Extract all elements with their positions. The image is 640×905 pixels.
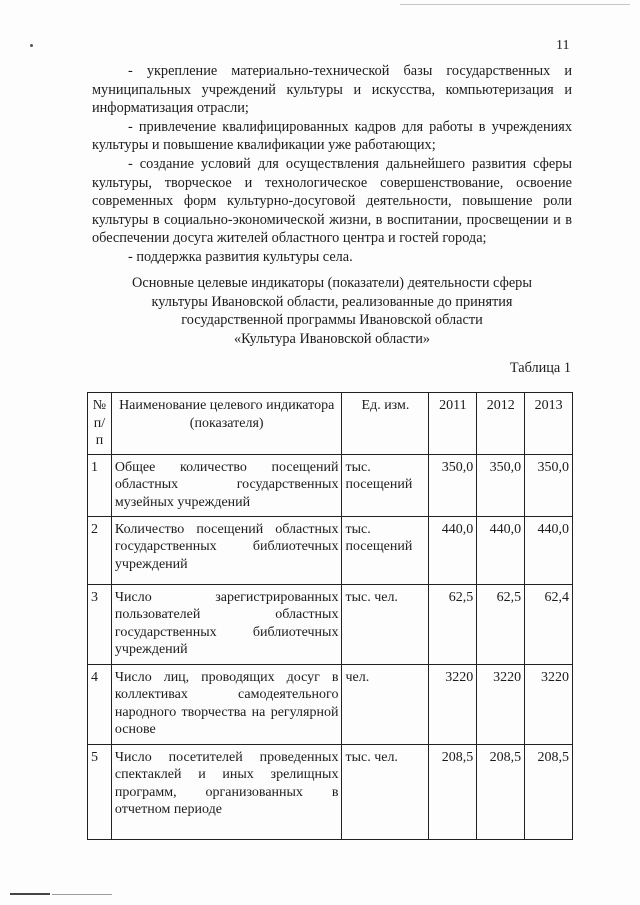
header-name: Наименование целевого индикатора (показателя): [111, 393, 342, 455]
value-2013: 3220: [525, 664, 573, 744]
row-number: 2: [88, 516, 112, 584]
indicator-name: Общее количество посещений областных государственных музейных учреждений: [111, 454, 342, 516]
value-2011: 440,0: [429, 516, 477, 584]
header-2013: 2013: [525, 393, 573, 455]
value-2013: 350,0: [525, 454, 573, 516]
heading-line: «Культура Ивановской области»: [233, 330, 431, 347]
row-number: 3: [88, 584, 112, 664]
table-row: [88, 516, 573, 584]
indicator-name: Число посетителей проведенных спектаклей и иных зрелищных программ, организованных в отчетном периоде: [111, 744, 342, 839]
heading-line: государственной программы Ивановской области: [181, 312, 483, 329]
value-2012: 350,0: [477, 454, 525, 516]
table-header-row: [88, 393, 573, 455]
row-number: 5: [88, 744, 112, 839]
bullet-item: - укрепление материально-технической базы государственных и муниципальных учреждений культуры и искусства, компьютеризация и информатизация отрасли;: [92, 63, 572, 117]
header-num: № п/п: [88, 393, 112, 455]
header-2011: 2011: [429, 393, 477, 455]
table-row: [88, 744, 573, 839]
header-unit: Ед. изм.: [342, 393, 429, 455]
value-2011: 350,0: [429, 454, 477, 516]
scan-edge-line: [400, 4, 630, 5]
section-heading: [92, 274, 572, 348]
bullet-item: - поддержка развития культуры села.: [128, 248, 353, 265]
page-number: 11: [556, 38, 570, 53]
value-2012: 440,0: [477, 516, 525, 584]
indicator-name: Количество посещений областных государственных библиотечных учреждений: [111, 516, 342, 584]
bullet-item: - создание условий для осуществления дальнейшего развития сферы культуры, творческое и технологическое совершенствование, освоение современных форм культурно-досуговой деятельности, повышение роли культуры в социально-экономической жизни, в воспитании, просвещении и в обеспечении досуга жителей областного центра и гостей города;: [92, 155, 572, 247]
unit: тыс. посещений: [342, 454, 429, 516]
bullet-list: [92, 62, 572, 267]
scan-edge-mark: [52, 894, 112, 895]
indicators-table: [87, 392, 573, 840]
unit: тыс. посещений: [342, 516, 429, 584]
header-2012: 2012: [477, 393, 525, 455]
value-2013: 62,4: [525, 584, 573, 664]
heading-line: Основные целевые индикаторы (показатели) деятельности сферы: [132, 275, 532, 291]
row-number: 1: [88, 454, 112, 516]
value-2013: 208,5: [525, 744, 573, 839]
heading-line: культуры Ивановской области, реализованные до принятия: [151, 293, 513, 310]
unit: тыс. чел.: [342, 584, 429, 664]
value-2011: 3220: [429, 664, 477, 744]
value-2011: 62,5: [429, 584, 477, 664]
value-2011: 208,5: [429, 744, 477, 839]
table-caption: Таблица 1: [509, 360, 571, 376]
indicator-name: Число лиц, проводящих досуг в коллективах самодеятельного народного творчества на регулярной основе: [111, 664, 342, 744]
table-row: [88, 454, 573, 516]
table-row: [88, 664, 573, 744]
value-2012: 208,5: [477, 744, 525, 839]
unit: тыс. чел.: [342, 744, 429, 839]
value-2012: 62,5: [477, 584, 525, 664]
value-2012: 3220: [477, 664, 525, 744]
indicator-name: Число зарегистрированных пользователей областных государственных библиотечных учреждений: [111, 584, 342, 664]
value-2013: 440,0: [525, 516, 573, 584]
scan-dot: [30, 44, 33, 47]
scan-edge-mark: [10, 893, 50, 895]
bullet-item: - привлечение квалифицированных кадров для работы в учреждениях культуры и повышение квалификации уже работающих;: [92, 118, 572, 154]
table-row: [88, 584, 573, 664]
row-number: 4: [88, 664, 112, 744]
unit: чел.: [342, 664, 429, 744]
